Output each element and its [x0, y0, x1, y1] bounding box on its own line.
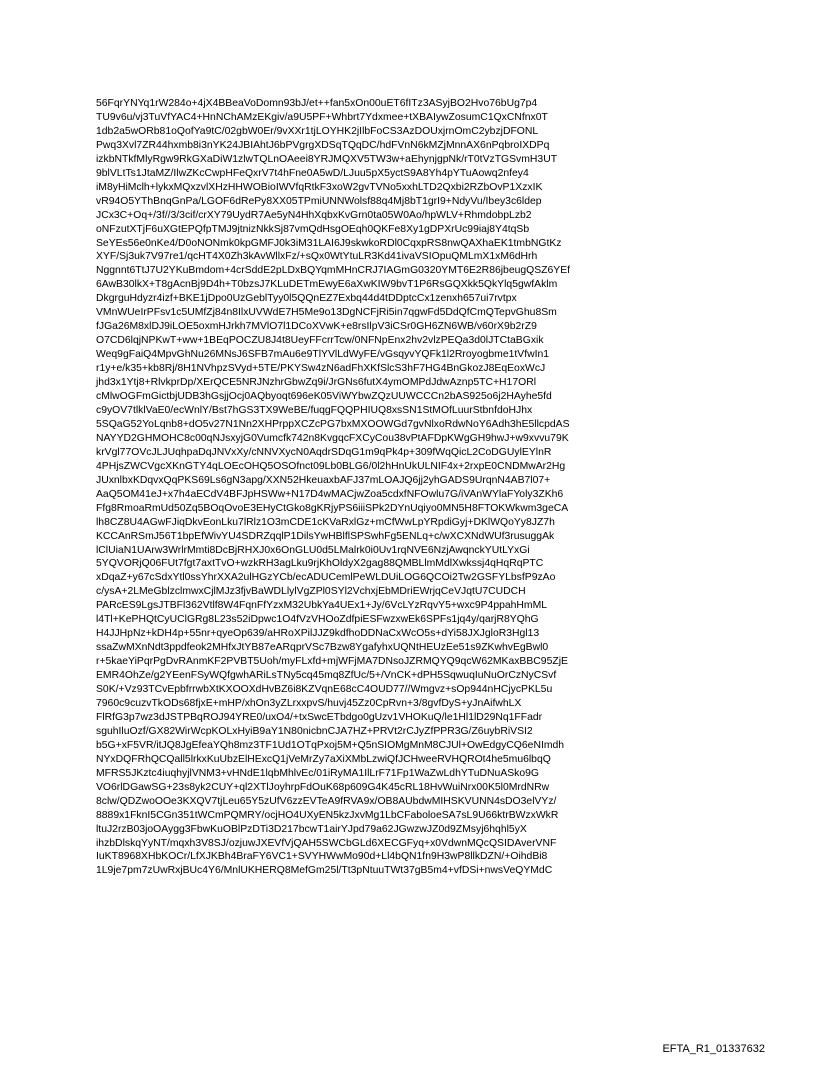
text-line: KCCAnRSmJ56T1bpEfWivYU4SDRZqqlP1DilsYwHBlflSPSwhFg5ENLq+c/wXCXNdWUf3rusuggAk: [96, 530, 555, 542]
text-line: TU9v6u/vj3TuVfYAC4+HnNChAMzEKgiv/a9U5PF+Whbrt7Ydxmee+tXBAIywZosumC1QxCNfnx0T: [96, 111, 548, 123]
text-line: H4JJHpNz+kDH4p+55nr+qyeOp639/aHRoXPilJJZ9kdfhoDDNaCxWcO5s+dYi58JXJgloR3Hgl13: [96, 628, 540, 640]
document-id-label: EFTA_R1_01337632: [662, 1043, 765, 1055]
text-line: izkbNTkfMlyRgw9RkGXaDiW1zlwTQLnOAeei8YRJMQXV5TW3w+aEhynjgpNk/rT0tVzTGSvmH3UT: [96, 153, 558, 165]
text-line: b5G+xF5VR/itJQ8JgEfeaYQh8mz3TF1Ud1OTqPxoj5M+Q5nSIOMgMnM8CJUl+OwEdgyCQ6eNImdh: [96, 739, 565, 751]
text-line: 8889x1FknI5CGn351tWCmPQMRY/ocjHO4UXyEN5kzJxvMg1LbCFaboloeSA7sL9U66ktrBWzxWkR: [96, 809, 559, 821]
text-line: oNFzutXTjF6uXGtEPQfpTMJ9jtnizNkkSj87vmQdHsgOEqh0QKFe8Xy1gDPXrUc99iaj8Y4tqSb: [96, 223, 530, 235]
text-line: VMnWUeIrPFsv1c5UMfZj84n8IlxUVWdE7H5Me9o13DgNCFjRi5in7qgwFd5DdQfCmQTepvGhu8Sm: [96, 307, 557, 319]
text-line: ssaZwMXnNdt3ppdfeok2MHfxJtYB87eARqprVSc7Bzw8YgafyhxUQNtHEUzEe51s9ZKwhvEgBwl0: [96, 642, 549, 654]
text-line: ihzbDlskqYyNT/mqxh3V8SJ/ozjuwJXEVfVjQAH5SWCbGLd6XECGFyq+x0VdwnMQcQSIDAverVNF: [96, 837, 557, 849]
text-line: xDqaZ+y67cSdxYtl0ssYhrXXA2ulHGzYCb/ecADUCemlPeWLDUiLOG6QCOi2Tw2GSFYLbsfP9zAo: [96, 572, 556, 584]
text-line: EMR4OhZe/g2YEenFSyWQfgwhARiLsTNy5cq45mq8ZfUc/5+/VnCK+dPH5SqwuqIuNuOrCzNyCSvf: [96, 670, 557, 682]
text-line: ltuJ2rzB03joOAygg3FbwKuOBlPzDTi3D217bcwT1airYJpd79a62JGwzwJZ0d9ZMsyj6hqhl5yX: [96, 823, 527, 835]
text-line: lClUiaN1UArw3WrlrMmti8DcBjRHXJ0x6OnGLU0d5LMalrk0i0Uv1rqNVE6NzjAwqnckYUtLYxGi: [96, 544, 530, 556]
text-line: cMlwOGFmGictbjUDB3hGsjjOcj0AQbyoqt696eK05ViWYbwZQzUUWCCCn2bAS925o6j2HAyhe5fd: [96, 391, 552, 403]
text-line: Nggnnt6TtJ7U2YKuBmdom+4crSddE2pLDxBQYqmMHnCRJ7IAGmG0320YMT6E2R86jbeugQSZ6YEf: [96, 265, 571, 277]
text-line: VO6rlDGawSG+23s8yk2CUY+ql2XTlJoyhrpFdOuK68p609G4K45cRL18HvWuiNrx00K5l0MrdNRw: [96, 781, 550, 793]
text-line: MFRS5JKztc4iuqhyjlVNM3+vHNdE1lqbMhlvEc/01iRyMA1IlLrF71Fp1WaZwLdhYTuDNuASko9G: [96, 767, 540, 779]
text-line: O7CD6lqjNPKwT+ww+1BEqPOCZU8J4t8UeyFFcrrTcw/0NFNpEnx2hv2vlzPEQa3d0lJTCtaBGxik: [96, 335, 544, 347]
text-line: sguhIluOzf/GX82WirWcpKOLxHyiB9aY1N80nicbnCJA7HZ+PRVt2rCJyZfPPR3G/Z6uybRiVSI2: [96, 725, 533, 737]
text-line: FlRfG3p7wz3dJSTPBqROJ94YRE0/uxO4/+txSwcETbdgo0gUzv1VHOKuQ/le1Hl1lD29Nq1FFadr: [96, 711, 543, 723]
text-line: JCx3C+Oq+/3f//3/3cif/crXY79UydR7Ae5yN4HhXqbxKvGrn0ta05W0Ao/hpWLV+RhmdobpLzb2: [96, 209, 532, 221]
text-line: vR94O5YThBnqGnPa/LGOF6dRePy8XX05TPmiUNNWolsf88q4Mj8bT1grI9+NdyVu/Ibey3c6ldep: [96, 195, 542, 207]
text-line: c/ysA+2LMeGblzclmwxCjlMJz3fjvBaWDLlylVgZPl0SYl2VchxjEbMDriEWrjqCeVJqtU7CUDCH: [96, 586, 526, 598]
text-line: 56FqrYNYq1rW284o+4jX4BBeaVoDomn93bJ/et++fan5xOn00uET6fITz3ASyjBO2Hvo76bUg7p4: [96, 98, 538, 109]
text-line: 5YQVORjQ06FUt7fgt7axtTvO+wzkRH3agLku9rjKhOldyX2gag88QMBLlmMdlXwkssj4qHqRqPTC: [96, 558, 544, 570]
text-line: AaQ5OM41eJ+x7h4aECdV4BFJpHSWw+N17D4wMACjwZoa5cdxfNFOwlu7G/iVAnWYlaFYoly3ZKh6: [96, 488, 564, 500]
text-line: 9blVLtTs1JtaMZ/IlwZKcCwpHFeQxrV7t4hFne0A5wD/LJuu5pX5yctS9A8Yh4pYTuAowq2nfey4: [96, 167, 529, 179]
text-line: 8clw/QDZwoOOe3KXQV7tjLeu65Y5zUfV6zzEVTeA9fRVA9x/OB8AUbdwMIHSKVUNN4sDO3elVYz/: [96, 795, 557, 807]
text-line: fJGa26M8xlDJ9iLOE5oxmHJrkh7MVlO7l1DCoXVwK+e8rsIlpV3iCSr0GH6ZN6WB/v60rX9b2rZ9: [96, 321, 537, 333]
text-line: c9yOV7tlklVaE0/ecWnlY/Bst7hGS3TX9WeBE/fuqgFQQPHIUQ8xsSN1StMOfLuurStbnfdoHJhx: [96, 404, 533, 416]
text-line: Pwq3Xvl7ZR44hxmb8i3nYK24JBIAhtJ6bPVgrgXDSqTQqDC/hdFVnN6kMZjMnnAX6nPqbroIXDPq: [96, 139, 550, 151]
text-line: 4PHjsZWCVgcXKnGTY4qLOEcOHQ5OSOfnct09Lb0BLG6/0l2hHnUkULNIF4x+2rxpE0CNDMwAr2Hg: [96, 460, 566, 472]
text-line: iM8yHiMclh+lykxMQxzvlXHzHHWOBioIWVfqRtkF3xoW2gvTVNo5xxhLTD2Qxbi2RZbOvP1XzxIK: [96, 181, 543, 193]
text-line: SeYEs56e0nKe4/D0oNONmk0kpGMFJ0k3iM31LAI6J9skwkoRDl0CqxpRS8nwQAXhaEK1tmbNGtKz: [96, 237, 562, 249]
text-line: XYF/Sj3uk7V97re1/qcHT4X0Zh3kAvWllxFz/+sQx0WtYtuLR3Kd41ivaVSIOpuQMLmX1xM6dHrh: [96, 251, 538, 263]
text-line: NAYYD2GHMOHC8c00qNJsxyjG0Vumcfk742n8KvgqcFXCyCou38vPtAFDpKWgGH9hwJ+w9xvvu79K: [96, 432, 569, 444]
text-line: PARcES9LgsJTBFl362Vtlf8W4FqnFfYzxM32UbkYa4UEx1+Jy/6VcLYzRqvY5+wxc9P4ppahHmML: [96, 600, 548, 612]
text-line: Weq9gFaiQ4MpvGhNu26MNsJ6SFB7mAu6e9TlYVlLdWyFE/vGsqyvYQFk1l2Rroyogbme1tVfwIn1: [96, 349, 550, 361]
text-line: krVgl77OVcJLJUqhpaDqJNVxXy/cNNVXycN0AqdrSDqG1m9qPk4p+309fWqQicL2CoDGUylEYlnR: [96, 446, 552, 458]
text-line: IuKT8968XHbKOCr/LfXJKBh4BraFY6VC1+SVYHWwMo90d+Ll4bQN1fn9H3wP8llkDZN/+OihdBi8: [96, 851, 548, 863]
text-line: 1db2a5wORb81oQofYa9tC/02gbW0Er/9vXXr1tjLOYHK2jIlbFoCS3AzDOUxjrnOmC2ybzjDFONL: [96, 125, 539, 137]
document-body-text: [96, 97, 746, 878]
text-line: Ffg8RmoaRmUd50Zq5BOqOvoE3EHyCtGko8gKRjyPS6iiiSPk2DYnUqiyo0MN5H8FTOKWkwm3geCA: [96, 502, 569, 514]
text-line: jhd3x1Ytj8+RlvkprDp/XErQCE5NRJNzhrGbwZq9i/JrGNs6futX4ymOMPdJdwAznp5TC+H17ORl: [96, 377, 537, 389]
text-line: NYxDQFRhQCQall5lrkxKuUbzElHExcQ1jVeMrZy7aXiXMbLzwiQfJCHweeRVHQROt4he5mu6lbqQ: [96, 753, 551, 765]
text-line: 7960c9cuzvTkODs68fjxE+mHP/xhOn3yZLrxxpvS/huvj45Zz0CpRvn+3/8gvfDyS+yJnAifwhLX: [96, 697, 522, 709]
text-line: 1L9je7pm7zUwRxjBUc4Y6/MnlUKHERQ8MefGm25l/Tt3pNtuuTWt37gB5m4+vfDSi+nwsVeQYMdC: [96, 865, 553, 877]
text-line: l4Tl+KePHQtCyUClGRg8L23s52iDpwc1O4fVzVHOoZdfpiESFwzxwEk6SPFs1jq4y/qarjR8YQhG: [96, 614, 539, 626]
text-line: r1y+e/k35+kb8Rj/8H1NVhpzSVyd+5TE/PKYSw4zN6adFhXKfSlcS3hF7HG4BnGkozJ8EqEoxWcJ: [96, 363, 546, 375]
text-line: r+5kaeYiPqrPgDvRAnmKF2PVBT5Uoh/myFLxfd+mjWFjMA7DNsoJZRMQYQ9qcW62MKaxBBC95ZjE: [96, 656, 568, 668]
text-line: lh8CZ8U4AGwFJiqDkvEonLku7lRlz1O3mCDE1cKVaRxlGz+mCfWwLpYRpdiGyj+DKlWQoYy8JZ7h: [96, 516, 555, 528]
text-line: S0K/+Vz93TCvEpbfrrwbXtKXOOXdHvBZ6i8KZVqnE68cC4OUD77//Wmgvz+sOp944nHCjycPKL5u: [96, 684, 553, 696]
text-line: 6AwB30lkX+T8gAcnBj9D4h+T0bzsJ7KLuDETmEwyE6aXwKIW9bvT1P6RsGQXkk5QkYlq5gwfAklm: [96, 279, 558, 291]
text-line: JUxnlbxKDqvxQqPKS69Ls6gN3apg/XXN52HkeuaxbAFJ37mLOAJQ6jj2yhGADS9UrqnN4AB7l07+: [96, 474, 551, 486]
text-line: 5SQaG52YoLqnb8+dO5v27N1Nn2XHPrppXCZcPG7bxMXOOWGd7gvNlxoRdwNoY6Adh3hE5llcpdAS: [96, 418, 570, 430]
text-line: DkgrguHdyzr4izf+BKE1jDpo0UzGeblTyy0l5QQnEZ7Exbq44d4tDDptcCx1zenxh657ui7rvtpx: [96, 293, 517, 305]
